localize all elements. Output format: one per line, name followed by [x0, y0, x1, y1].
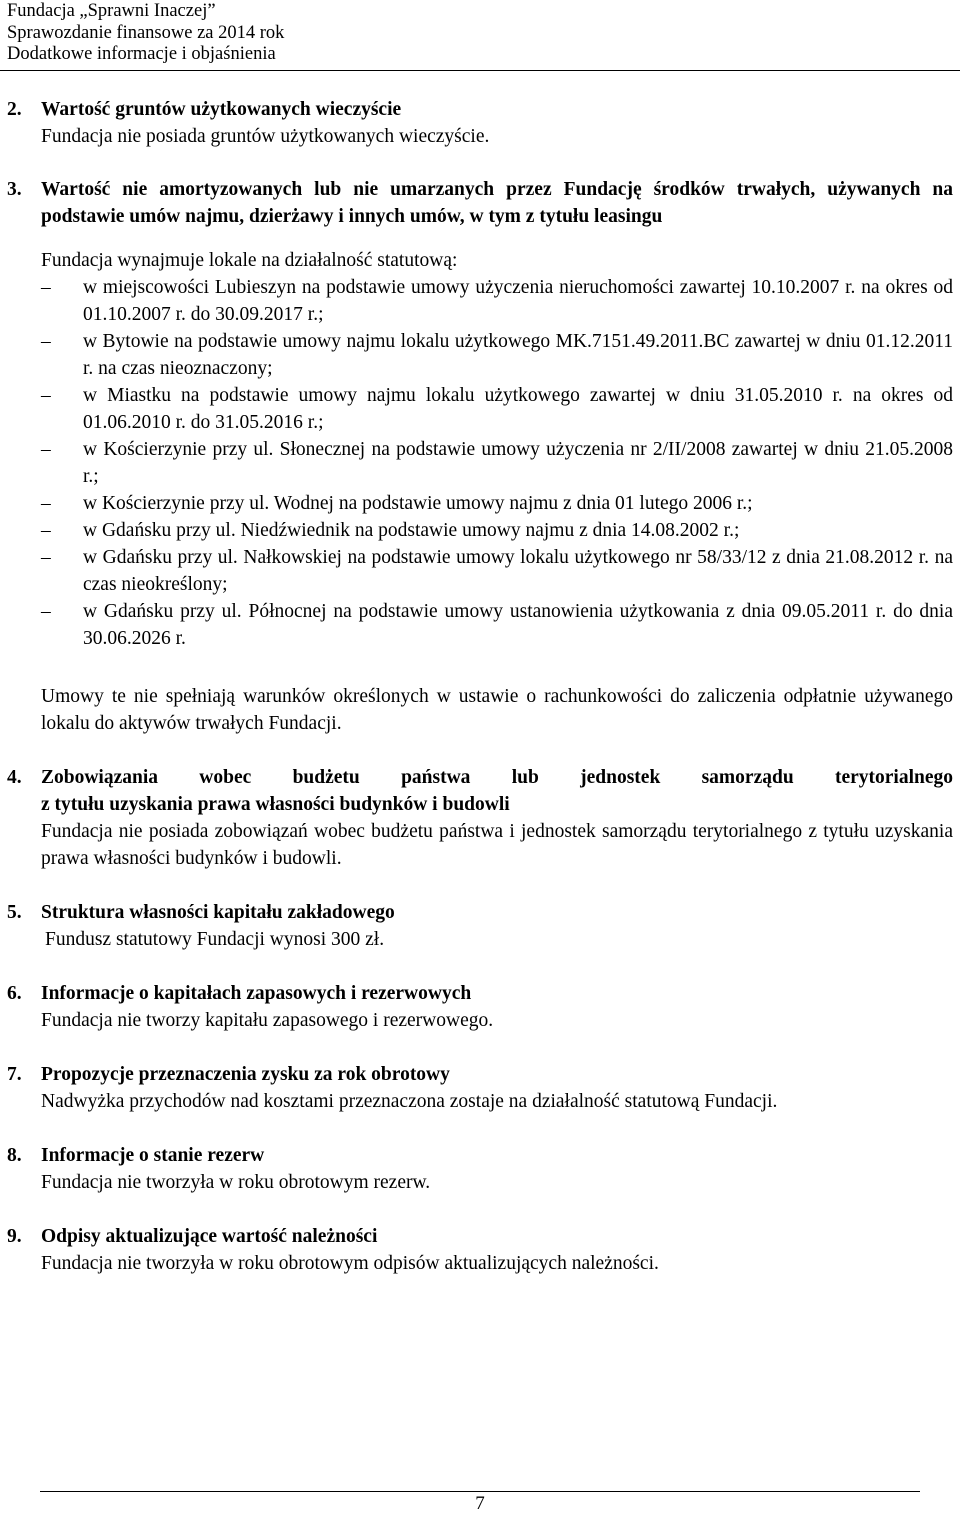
header-subtitle: Dodatkowe informacje i objaśnienia [7, 44, 276, 64]
section-title: Odpisy aktualizujące wartość należności [41, 1226, 378, 1247]
section-number: 6. [7, 983, 22, 1004]
list-item: – w Kościerzynie przy ul. Słonecznej na podstawie umowy użyczenia nr 2/II/2008 zawartej w dniu 21.05.2008 r.; [41, 436, 953, 490]
header-report-title: Sprawozdanie finansowe za 2014 rok [7, 22, 285, 43]
section-text: Nadwyżka przychodów nad kosztami przeznaczona zostaje na działalność statutową Fundacji. [41, 1091, 778, 1112]
premises-list [41, 274, 953, 652]
section-7 [7, 1061, 953, 1115]
document-body [7, 96, 953, 1277]
section-title: Wartość gruntów użytkowanych wieczyście [41, 99, 402, 120]
section-title: Propozycje przeznaczenia zysku za rok obrotowy [41, 1064, 450, 1085]
section-text: Fundusz statutowy Fundacji wynosi 300 zł. [45, 929, 385, 950]
section-5 [7, 899, 953, 953]
list-item: – w Kościerzynie przy ul. Wodnej na podstawie umowy najmu z dnia 01 lutego 2006 r.; [41, 490, 953, 517]
list-item: – w Gdańsku przy ul. Północnej na podstawie umowy ustanowienia użytkowania z dnia 09.05.2011 r. do dnia 30.06.2026 r. [41, 598, 953, 652]
section-number: 5. [7, 902, 22, 923]
section-8 [7, 1142, 953, 1196]
section-title: Struktura własności kapitału zakładowego [41, 902, 395, 923]
section-title: Wartość nie amortyzowanych lub nie umarzanych przez Fundację środków trwałych, używanych na podstawie umów najmu, dzierżawy i innych umów, w tym z tytułu leasingu [41, 179, 953, 227]
section-text: Fundacja nie posiada zobowiązań wobec budżetu państwa i jednostek samorządu terytorialnego z tytułu uzyskania prawa własności budynków i budowli. [41, 821, 953, 869]
section-conclusion: Umowy te nie spełniają warunków określonych w ustawie o rachunkowości do zaliczenia odpłatnie używanego lokalu do aktywów trwałych Fundacji. [41, 686, 953, 734]
section-3 [7, 176, 953, 737]
section-2 [7, 96, 953, 150]
header-divider [0, 70, 960, 71]
list-item: – w Miastku na podstawie umowy najmu lokalu użytkowego zawartej w dniu 31.05.2010 r. na okres od 01.06.2010 r. do 31.05.2016 r.; [41, 382, 953, 436]
list-item: – w Bytowie na podstawie umowy najmu lokalu użytkowego MK.7151.49.2011.BC zawartej w dniu 01.12.2011 r. na czas nieoznaczony; [41, 328, 953, 382]
list-item: – w Gdańsku przy ul. Nałkowskiej na podstawie umowy lokalu użytkowego nr 58/33/12 z dnia 21.08.2012 r. na czas nieokreślony; [41, 544, 953, 598]
section-number: 4. [7, 767, 22, 788]
page-header [7, 1, 953, 66]
section-title: Informacje o kapitałach zapasowych i rezerwowych [41, 983, 472, 1004]
section-text: Fundacja nie tworzyła w roku obrotowym rezerw. [41, 1172, 431, 1193]
section-text: Fundacja nie tworzyła w roku obrotowym odpisów aktualizujących należności. [41, 1253, 659, 1274]
section-6 [7, 980, 953, 1034]
list-item: – w Gdańsku przy ul. Niedźwiednik na podstawie umowy najmu z dnia 14.08.2002 r.; [41, 517, 953, 544]
section-number: 3. [7, 179, 22, 200]
section-4 [7, 764, 953, 872]
section-number: 8. [7, 1145, 22, 1166]
list-item: – w miejscowości Lubieszyn na podstawie umowy użyczenia nieruchomości zawartej 10.10.2007 r. na okres od 01.10.2007 r. do 30.09.2017 r.; [41, 274, 953, 328]
section-number: 7. [7, 1064, 22, 1085]
section-text: Fundacja nie tworzy kapitału zapasowego i rezerwowego. [41, 1010, 494, 1031]
section-title: Informacje o stanie rezerw [41, 1145, 265, 1166]
section-number: 9. [7, 1226, 22, 1247]
section-text: Fundacja nie posiada gruntów użytkowanych wieczyście. [41, 126, 490, 147]
section-number: 2. [7, 99, 22, 120]
section-9 [7, 1223, 953, 1277]
section-intro: Fundacja wynajmuje lokale na działalność statutową: [41, 250, 458, 271]
page-number: 7 [475, 1493, 485, 1514]
header-organization: Fundacja „Sprawni Inaczej” [7, 1, 216, 21]
section-title: Zobowiązania wobec budżetu państwa lub jednostek samorządu terytorialnego [41, 767, 953, 788]
section-title-continued: z tytułu uzyskania prawa własności budynków i budowli [41, 794, 510, 815]
